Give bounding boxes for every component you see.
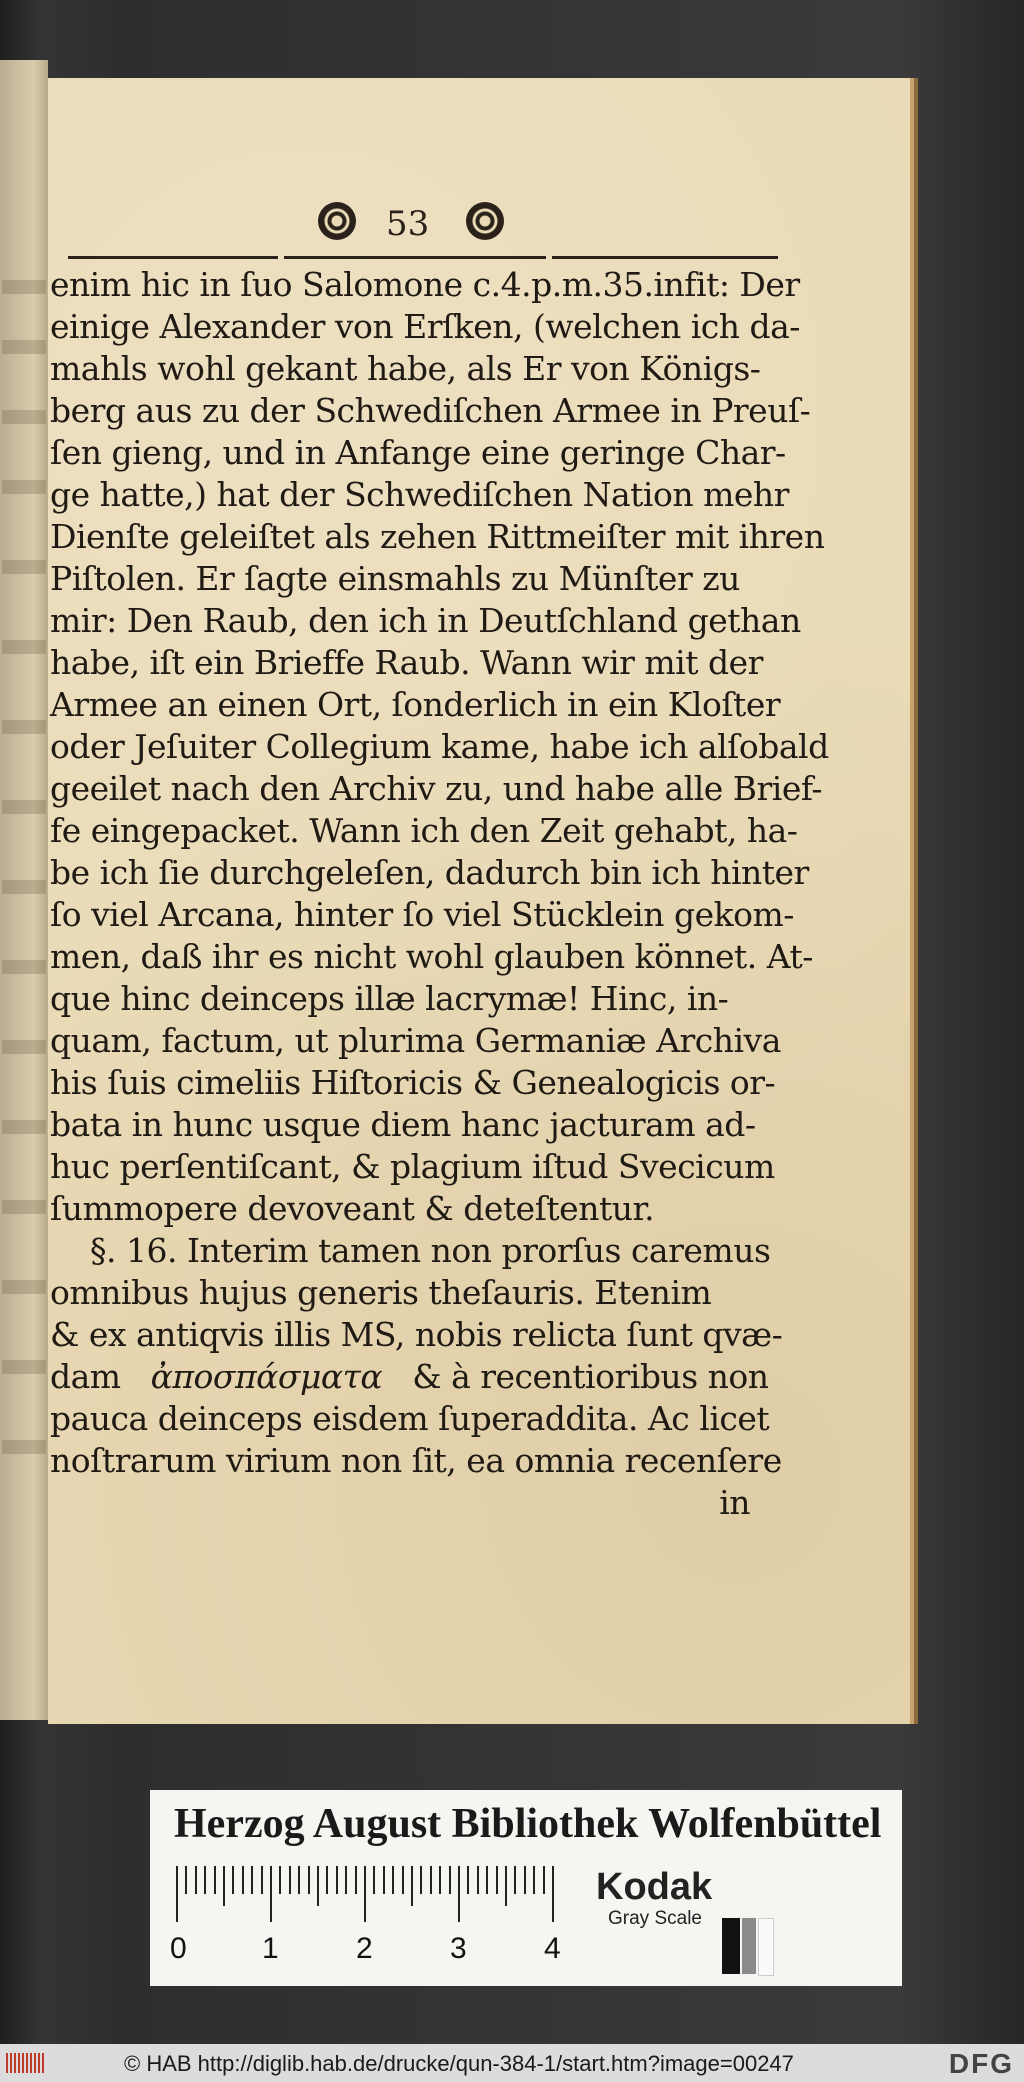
header-rule	[552, 256, 778, 259]
text-line: Armee an einen Ort, ſonderlich in ein Kloſter	[50, 685, 781, 724]
ruler-tick	[430, 1866, 432, 1894]
ruler-tick	[449, 1866, 451, 1894]
color-calibration-card	[150, 1790, 902, 1986]
text-line: quam, factum, ut plurima Germaniæ Archiva	[50, 1021, 781, 1060]
gray-scale-label: Gray Scale	[608, 1908, 702, 1929]
text-line: ſen gieng, und in Anfange eine geringe Char-	[50, 433, 786, 472]
ruler-scale	[176, 1866, 556, 1922]
ruler-number: 2	[356, 1932, 373, 1965]
ruler-tick	[317, 1866, 319, 1906]
ruler-tick	[251, 1866, 253, 1894]
ruler-tick	[364, 1866, 366, 1922]
ruler-tick	[204, 1866, 206, 1894]
text-line: omnibus hujus generis theſauris. Etenim	[50, 1273, 712, 1312]
text-line: Piſtolen. Er ſagte einsmahls zu Münſter zu	[50, 559, 740, 598]
ruler-tick	[383, 1866, 385, 1894]
gray-chip-black	[722, 1918, 740, 1974]
text-line: pauca deinceps eisdem ſuperaddita. Ac licet	[50, 1399, 770, 1438]
text-line: be ich ſie durchgeleſen, dadurch bin ich hinter	[50, 853, 809, 892]
ruler-number: 1	[262, 1932, 279, 1965]
ruler-tick	[345, 1866, 347, 1894]
rosette-ornament-icon	[318, 202, 356, 240]
ruler-tick	[552, 1866, 554, 1922]
text-line: habe, iſt ein Brieffe Raub. Wann wir mit der	[50, 643, 763, 682]
copyright-link[interactable]: © HAB http://diglib.hab.de/drucke/qun-384-1/start.htm?image=00247	[124, 2051, 794, 2076]
text-line: geeilet nach den Archiv zu, und habe alle Brief-	[50, 769, 823, 808]
ruler-tick	[373, 1866, 375, 1894]
rosette-ornament-icon	[466, 202, 504, 240]
ruler-tick	[533, 1866, 535, 1894]
ruler-tick	[543, 1866, 545, 1894]
book-page	[48, 78, 910, 1724]
text-line: mahls wohl gekant habe, als Er von Königs-	[50, 349, 761, 388]
ruler-tick	[439, 1866, 441, 1894]
ruler-number: 3	[450, 1932, 467, 1965]
header-rule	[284, 256, 546, 259]
ruler-tick	[524, 1866, 526, 1894]
greek-word: ἀποσπάσματα	[150, 1357, 383, 1396]
paragraph-start-line: §. 16. Interim tamen non prorſus caremus	[90, 1231, 771, 1270]
ruler-tick	[326, 1866, 328, 1894]
ruler-tick	[214, 1866, 216, 1894]
text-line: berg aus zu der Schwediſchen Armee in Preuſ-	[50, 391, 811, 430]
previous-leaf-edge	[0, 60, 48, 1720]
text-line: bata in hunc usque diem hanc jacturam ad-	[50, 1105, 756, 1144]
header-rule	[68, 256, 278, 259]
greek-line-after: & à recentioribus non	[412, 1357, 769, 1396]
text-line: enim hic in ſuo Salomone c.4.p.m.35.infit: Der	[50, 265, 800, 304]
page-header	[68, 198, 788, 258]
ruler-tick	[514, 1866, 516, 1894]
page-number: 53	[386, 204, 430, 244]
ruler-tick	[336, 1866, 338, 1894]
ruler-tick	[270, 1866, 272, 1922]
ruler-tick	[289, 1866, 291, 1894]
ruler-tick	[279, 1866, 281, 1894]
text-line: men, daß ihr es nicht wohl glauben könnet. At-	[50, 937, 813, 976]
ruler-tick	[458, 1866, 460, 1922]
ruler-tick	[505, 1866, 507, 1906]
ruler-number: 0	[170, 1932, 187, 1965]
barcode-icon	[6, 2053, 46, 2073]
text-line: & ex antiqvis illis MS, nobis relicta ſunt qvæ-	[50, 1315, 783, 1354]
greek-text-line	[50, 1356, 770, 1398]
text-line: huc perſentiſcant, & plagium iſtud Svecicum	[50, 1147, 775, 1186]
footer-bar	[0, 2044, 1024, 2082]
ruler-tick	[477, 1866, 479, 1894]
greek-line-before: dam	[50, 1357, 121, 1396]
catchword: in	[719, 1483, 750, 1522]
ruler-tick	[355, 1866, 357, 1894]
ruler-tick	[223, 1866, 225, 1906]
text-line: fe eingepacket. Wann ich den Zeit gehabt, ha-	[50, 811, 798, 850]
ruler-tick	[411, 1866, 413, 1906]
ruler-tick	[176, 1866, 178, 1922]
ruler-tick	[185, 1866, 187, 1894]
gray-chip-white	[758, 1918, 774, 1976]
ruler-tick	[392, 1866, 394, 1894]
text-line: que hinc deinceps illæ lacrymæ! Hinc, in-	[50, 979, 729, 1018]
kodak-logo: Kodak	[596, 1866, 713, 1908]
ruler-tick	[308, 1866, 310, 1894]
dfg-logo: DFG	[948, 2048, 1014, 2079]
ruler-tick	[261, 1866, 263, 1894]
text-line: ge hatte,) hat der Schwediſchen Nation mehr	[50, 475, 789, 514]
text-line: noſtrarum virium non ſit, ea omnia recenſere	[50, 1441, 782, 1480]
text-line: ſo viel Arcana, hinter ſo viel Stücklein gekom-	[50, 895, 794, 934]
text-line: Dienſte geleiſtet als zehen Rittmeiſter mit ihren	[50, 517, 825, 556]
ruler-tick	[242, 1866, 244, 1894]
ruler-number: 4	[544, 1932, 561, 1965]
ruler-tick	[195, 1866, 197, 1894]
ruler-tick	[486, 1866, 488, 1894]
ruler-tick	[232, 1866, 234, 1894]
ruler-tick	[496, 1866, 498, 1894]
ruler-tick	[402, 1866, 404, 1894]
ruler-tick	[420, 1866, 422, 1894]
text-line: oder Jeſuiter Collegium kame, habe ich alſobald	[50, 727, 829, 766]
gray-chip-mid	[742, 1918, 756, 1974]
text-line: his ſuis cimeliis Hiſtoricis & Genealogicis or-	[50, 1063, 776, 1102]
institution-name: Herzog August Bibliothek Wolfenbüttel	[174, 1801, 882, 1847]
text-line: einige Alexander von Erſken, (welchen ich da-	[50, 307, 800, 346]
text-line: ſummopere devoveant & deteſtentur.	[50, 1189, 655, 1228]
body-text	[50, 264, 829, 1524]
ruler-tick	[467, 1866, 469, 1894]
text-line: mir: Den Raub, den ich in Deutſchland gethan	[50, 601, 801, 640]
ruler-tick	[298, 1866, 300, 1894]
